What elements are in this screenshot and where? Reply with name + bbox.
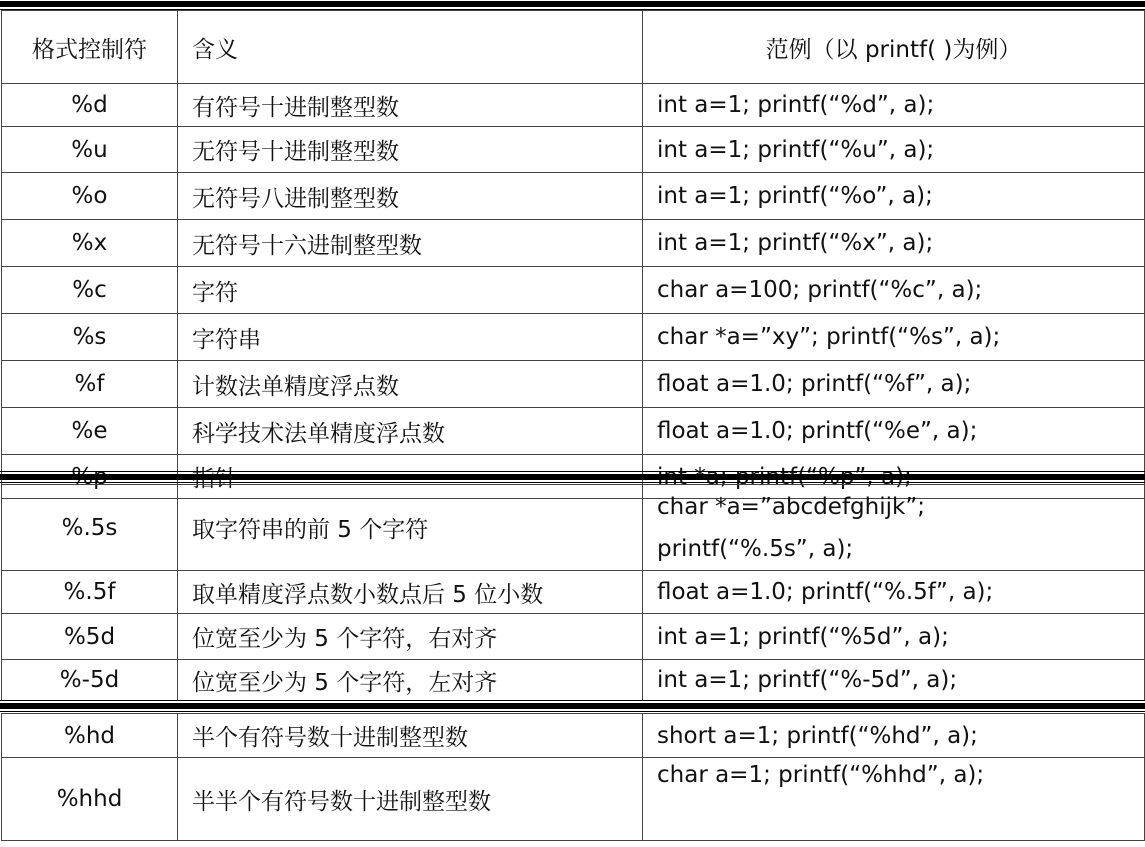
meaning-cell: 无符号十六进制整型数 xyxy=(178,220,643,267)
format-specifier-cell: %.5f xyxy=(2,571,178,614)
table-row xyxy=(2,173,1145,220)
format-specifier-cell: %e xyxy=(2,408,178,455)
format-specifier-cell: %d xyxy=(2,84,178,127)
table-row xyxy=(2,84,1145,127)
format-specifier-cell: %f xyxy=(2,361,178,408)
example-cell: int a=1; printf(“%d”, a); xyxy=(643,84,1145,127)
group-width-precision xyxy=(1,484,1145,701)
header-meaning: 含义 xyxy=(178,11,643,84)
table-row xyxy=(2,408,1145,455)
table-top-border xyxy=(0,1,1145,7)
example-cell: int a=1; printf(“%o”, a); xyxy=(643,173,1145,220)
group-basic-specifiers xyxy=(1,83,1145,499)
example-cell: char *a=”xy”; printf(“%s”, a); xyxy=(643,314,1145,361)
meaning-cell: 位宽至少为 5 个字符，左对齐 xyxy=(178,660,643,701)
example-cell: short a=1; printf(“%hd”, a); xyxy=(643,714,1145,758)
example-cell: char a=1; printf(“%hhd”, a); xyxy=(643,758,1145,841)
example-cell: char a=100; printf(“%c”, a); xyxy=(643,267,1145,314)
meaning-cell: 取字符串的前 5 个字符 xyxy=(178,485,643,571)
group-divider xyxy=(0,471,1145,484)
meaning-cell: 有符号十进制整型数 xyxy=(178,84,643,127)
example-line-2: printf(“%.5s”, a); xyxy=(657,535,854,562)
meaning-cell: 半个有符号数十进制整型数 xyxy=(178,714,643,758)
table-row xyxy=(2,314,1145,361)
example-cell: int a=1; printf(“%x”, a); xyxy=(643,220,1145,267)
group-length-modifiers xyxy=(1,713,1145,841)
format-specifier-cell: %-5d xyxy=(2,660,178,701)
header-row xyxy=(2,11,1145,84)
meaning-cell: 字符串 xyxy=(178,314,643,361)
meaning-cell: 无符号八进制整型数 xyxy=(178,173,643,220)
format-specifier-cell: %s xyxy=(2,314,178,361)
meaning-cell: 无符号十进制整型数 xyxy=(178,127,643,173)
table-row xyxy=(2,758,1145,841)
example-cell: float a=1.0; printf(“%e”, a); xyxy=(643,408,1145,455)
meaning-cell: 科学技术法单精度浮点数 xyxy=(178,408,643,455)
meaning-cell: 取单精度浮点数小数点后 5 位小数 xyxy=(178,571,643,614)
table-row xyxy=(2,485,1145,571)
example-cell: float a=1.0; printf(“%.5f”, a); xyxy=(643,571,1145,614)
meaning-cell: 半半个有符号数十进制整型数 xyxy=(178,758,643,841)
format-specifier-cell: %u xyxy=(2,127,178,173)
group-divider xyxy=(0,700,1145,713)
table-row xyxy=(2,614,1145,660)
format-specifier-cell: %.5s xyxy=(2,485,178,571)
table-row xyxy=(2,220,1145,267)
meaning-cell: 计数法单精度浮点数 xyxy=(178,361,643,408)
header-example: 范例（以 printf( )为例） xyxy=(643,11,1145,84)
table-row xyxy=(2,571,1145,614)
format-specifier-cell: %hd xyxy=(2,714,178,758)
meaning-cell: 字符 xyxy=(178,267,643,314)
example-line-1: char *a=”abcdefghijk”; xyxy=(657,493,925,520)
format-specifier-cell: %5d xyxy=(2,614,178,660)
format-specifier-cell: %x xyxy=(2,220,178,267)
format-specifier-cell: %hhd xyxy=(2,758,178,841)
example-cell: int a=1; printf(“%-5d”, a); xyxy=(643,660,1145,701)
example-cell: int a=1; printf(“%5d”, a); xyxy=(643,614,1145,660)
meaning-cell: 位宽至少为 5 个字符，右对齐 xyxy=(178,614,643,660)
table-row xyxy=(2,660,1145,701)
format-table-header xyxy=(1,10,1145,84)
example-cell xyxy=(643,485,1145,571)
header-format-specifier: 格式控制符 xyxy=(2,11,178,84)
table-row xyxy=(2,361,1145,408)
table-row xyxy=(2,267,1145,314)
example-cell: int a=1; printf(“%u”, a); xyxy=(643,127,1145,173)
table-row xyxy=(2,714,1145,758)
table-row xyxy=(2,127,1145,173)
format-specifier-cell: %o xyxy=(2,173,178,220)
format-specifier-cell: %c xyxy=(2,267,178,314)
example-cell: float a=1.0; printf(“%f”, a); xyxy=(643,361,1145,408)
